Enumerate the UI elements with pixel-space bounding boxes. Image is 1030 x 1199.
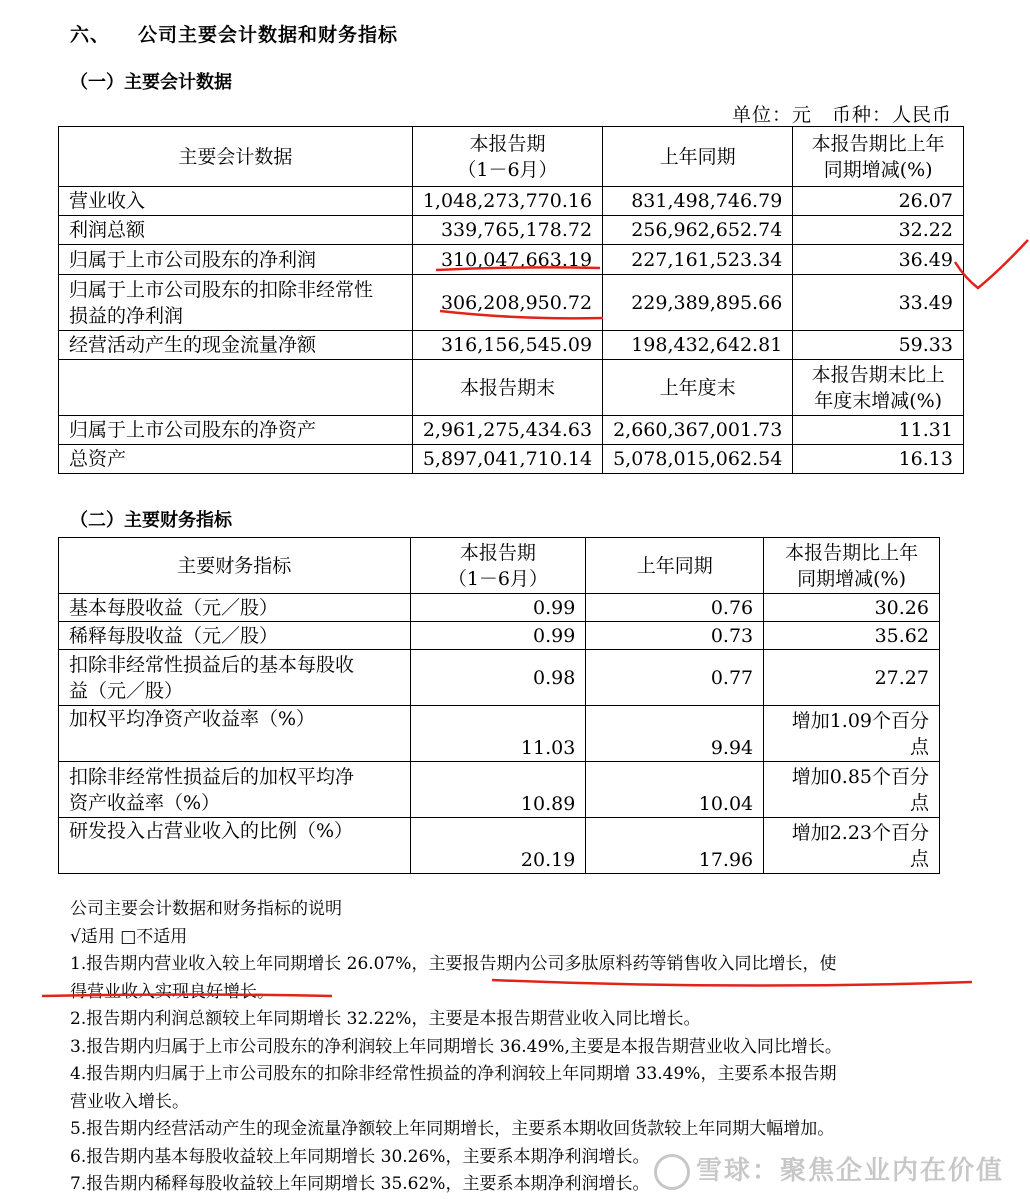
previous-value: 9.94 — [586, 706, 764, 762]
note-line: 得营业收入实现良好增长。 — [70, 981, 274, 1002]
header-cell: 本报告期比上年 同期增减(%) — [793, 127, 964, 187]
header-cell: 上年同期 — [586, 538, 764, 594]
row-label: 归属于上市公司股东的净资产 — [59, 416, 413, 445]
table-row — [59, 445, 964, 474]
checkmark-annotation — [955, 240, 1028, 288]
table-row — [59, 275, 964, 331]
header-cell: 本报告期末 — [412, 360, 602, 416]
unit-currency-line: 单位：元 币种：人民币 — [731, 104, 952, 126]
header-cell: 本报告期 （1－6月） — [412, 127, 602, 187]
header-cell: 主要财务指标 — [59, 538, 411, 594]
table-subheader-row — [59, 360, 964, 416]
row-label: 扣除非经常性损益后的基本每股收 益（元／股） — [59, 650, 411, 706]
change-value: 33.49 — [793, 275, 964, 331]
table-row — [59, 762, 940, 818]
table-row — [59, 216, 964, 245]
change-value: 32.22 — [793, 216, 964, 245]
current-value: 1,048,273,770.16 — [412, 187, 602, 216]
previous-value: 229,389,895.66 — [603, 275, 793, 331]
row-label: 利润总额 — [59, 216, 413, 245]
previous-value: 5,078,015,062.54 — [603, 445, 793, 474]
table-row — [59, 187, 964, 216]
row-label: 归属于上市公司股东的扣除非经常性 损益的净利润 — [59, 275, 413, 331]
table-row — [59, 622, 940, 650]
watermark-text: 雪球：聚焦企业内在价值 — [695, 1156, 1004, 1186]
table-header-row — [59, 127, 964, 187]
change-value: 35.62 — [764, 622, 940, 650]
current-value: 5,897,041,710.14 — [412, 445, 602, 474]
subsection-title-financial: （二）主要财务指标 — [70, 510, 232, 531]
watermark-logo-icon — [654, 1154, 690, 1190]
row-label: 加权平均净资产收益率（%） — [59, 706, 411, 762]
previous-value: 2,660,367,001.73 — [603, 416, 793, 445]
row-label: 归属于上市公司股东的净利润 — [59, 245, 413, 275]
current-value: 20.19 — [410, 818, 586, 874]
note-line: 营业收入增长。 — [70, 1091, 189, 1112]
row-label: 营业收入 — [59, 187, 413, 216]
header-cell: 主要会计数据 — [59, 127, 413, 187]
change-value: 增加0.85个百分 点 — [764, 762, 940, 818]
current-value: 316,156,545.09 — [412, 331, 602, 360]
change-value: 30.26 — [764, 594, 940, 622]
change-value: 11.31 — [793, 416, 964, 445]
xueqiu-watermark — [654, 1150, 1004, 1190]
section-title — [70, 20, 398, 47]
current-value: 310,047,663.19 — [412, 245, 602, 275]
note-line: 4.报告期内归属于上市公司股东的扣除非经常性损益的净利润较上年同期增 33.49%，主要系本报告期 — [70, 1064, 837, 1084]
current-value: 2,961,275,434.63 — [412, 416, 602, 445]
note-line: 1.报告期内营业收入较上年同期增长 26.07%，主要报告期内公司多肽原料药等销售收入同比增长，使 — [70, 954, 837, 974]
change-value: 增加2.23个百分 点 — [764, 818, 940, 874]
current-value: 11.03 — [410, 706, 586, 762]
accounting-data-table — [58, 126, 964, 474]
subsection-title-accounting: （一）主要会计数据 — [70, 72, 232, 93]
change-value: 59.33 — [793, 331, 964, 360]
current-value: 10.89 — [410, 762, 586, 818]
current-value: 0.99 — [410, 594, 586, 622]
current-value: 0.99 — [410, 622, 586, 650]
row-label: 稀释每股收益（元／股） — [59, 622, 411, 650]
previous-value: 0.76 — [586, 594, 764, 622]
table-row — [59, 706, 940, 762]
notes-title: 公司主要会计数据和财务指标的说明 — [70, 899, 342, 919]
change-value: 27.27 — [764, 650, 940, 706]
previous-value: 831,498,746.79 — [603, 187, 793, 216]
header-cell: 本报告期 （1－6月） — [410, 538, 586, 594]
header-cell: 上年度末 — [603, 360, 793, 416]
financial-indicators-table — [58, 537, 940, 874]
note-line: 6.报告期内基本每股收益较上年同期增长 30.26%，主要系本期净利润增长。 — [70, 1146, 650, 1167]
row-label: 经营活动产生的现金流量净额 — [59, 331, 413, 360]
row-label: 基本每股收益（元／股） — [59, 594, 411, 622]
previous-value: 0.73 — [586, 622, 764, 650]
current-value: 339,765,178.72 — [412, 216, 602, 245]
header-cell: 本报告期末比上 年度末增减(%) — [793, 360, 964, 416]
row-label: 扣除非经常性损益后的加权平均净 资产收益率（%） — [59, 762, 411, 818]
change-value: 36.49 — [793, 245, 964, 275]
header-cell: 本报告期比上年 同期增减(%) — [764, 538, 940, 594]
previous-value: 10.04 — [586, 762, 764, 818]
table-row — [59, 416, 964, 445]
note-line: 2.报告期内利润总额较上年同期增长 32.22%，主要是本报告期营业收入同比增长。 — [70, 1009, 701, 1029]
change-value: 16.13 — [793, 445, 964, 474]
change-value: 增加1.09个百分 点 — [764, 706, 940, 762]
previous-value: 227,161,523.34 — [603, 245, 793, 275]
previous-value: 256,962,652.74 — [603, 216, 793, 245]
current-value: 0.98 — [410, 650, 586, 706]
table-row — [59, 331, 964, 360]
applicability-checkbox: √适用 □不适用 — [70, 926, 188, 947]
table-header-row — [59, 538, 940, 594]
note-line: 7.报告期内稀释每股收益较上年同期增长 35.62%，主要系本期净利润增长。 — [70, 1174, 650, 1194]
header-cell: 上年同期 — [603, 127, 793, 187]
table-row — [59, 594, 940, 622]
previous-value: 17.96 — [586, 818, 764, 874]
table-row — [59, 818, 940, 874]
table-row — [59, 245, 964, 275]
previous-value: 198,432,642.81 — [603, 331, 793, 360]
note-line: 3.报告期内归属于上市公司股东的净利润较上年同期增长 36.49%,主要是本报告期营业收入同比增长。 — [70, 1036, 842, 1057]
previous-value: 0.77 — [586, 650, 764, 706]
section-title-text: 公司主要会计数据和财务指标 — [138, 24, 399, 46]
table-row — [59, 650, 940, 706]
section-number: 六、 — [70, 24, 111, 46]
change-value: 26.07 — [793, 187, 964, 216]
header-cell — [59, 360, 413, 416]
row-label: 总资产 — [59, 445, 413, 474]
note-line: 5.报告期内经营活动产生的现金流量净额较上年同期增长，主要系本期收回货款较上年同期大幅增加。 — [70, 1119, 835, 1139]
row-label: 研发投入占营业收入的比例（%） — [59, 818, 411, 874]
current-value: 306,208,950.72 — [412, 275, 602, 331]
